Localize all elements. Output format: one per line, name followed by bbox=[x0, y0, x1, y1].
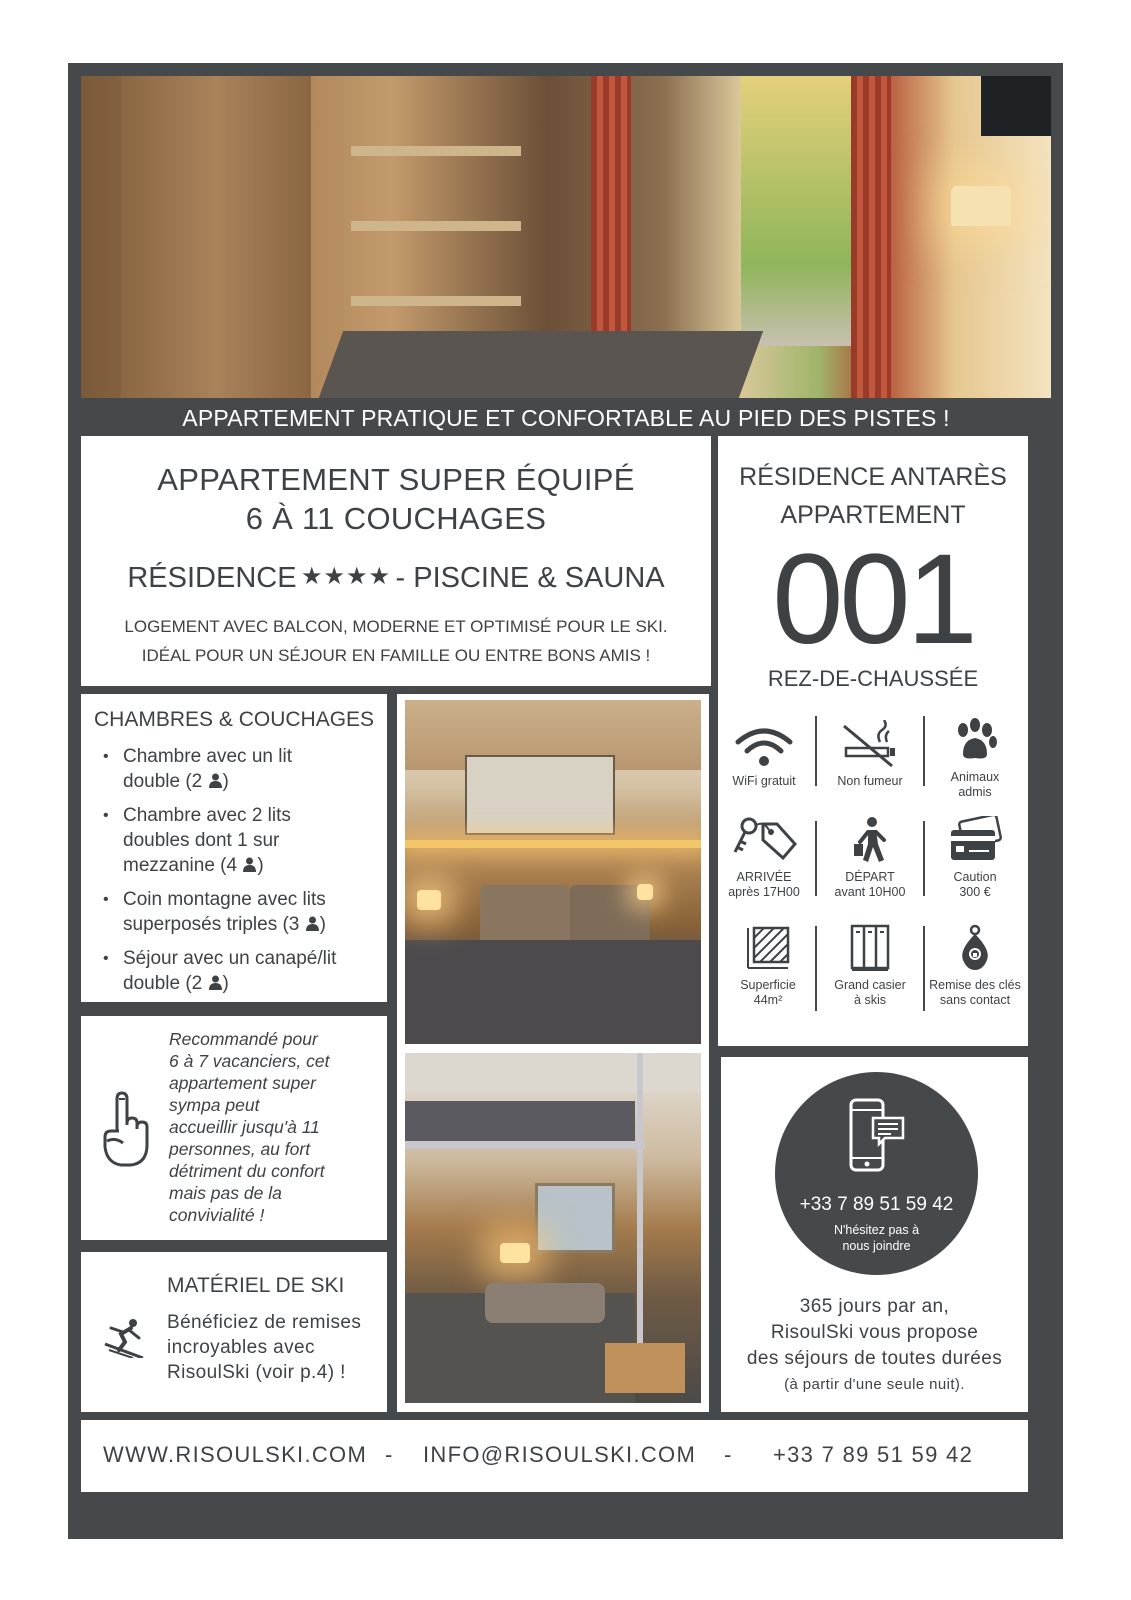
footer-separator: - bbox=[724, 1442, 733, 1467]
residence-name: RÉSIDENCE ANTARÈS bbox=[739, 463, 1007, 491]
keys-icon bbox=[729, 816, 799, 864]
amenity-departure bbox=[818, 816, 922, 900]
amenity-pets-label-2: admis bbox=[958, 785, 992, 799]
apartment-panel bbox=[718, 436, 1028, 1046]
amenity-non-smoking bbox=[818, 720, 922, 789]
list-item: • Séjour avec un canapé/lit double (2 ) bbox=[93, 946, 383, 996]
amenity-deposit-label-1: Caution bbox=[953, 870, 997, 884]
recommendation-panel bbox=[81, 1016, 387, 1240]
walking-person-icon bbox=[846, 816, 894, 864]
residence-label: RÉSIDENCE bbox=[127, 562, 297, 594]
wifi-icon bbox=[734, 726, 794, 768]
contact-note: N'hésitez pas à nous joindre bbox=[833, 1223, 920, 1253]
amenity-departure-label-2: avant 10H00 bbox=[834, 885, 906, 899]
amenity-deposit bbox=[923, 816, 1027, 900]
amenity-ski-locker-label-1: Grand casier bbox=[834, 978, 906, 992]
ski-title: MATÉRIEL DE SKI bbox=[167, 1274, 345, 1297]
ski-equipment-panel bbox=[81, 1252, 387, 1412]
bedroom-photo bbox=[405, 700, 701, 1044]
bedrooms-panel bbox=[81, 694, 387, 1002]
residence-extras: - PISCINE & SAUNA bbox=[395, 562, 665, 594]
amenity-ski-locker bbox=[818, 924, 922, 1008]
amenity-contactless-keys-label-2: sans contact bbox=[939, 993, 1011, 1007]
amenity-arrival-label-1: ARRIVÉE bbox=[736, 870, 792, 884]
bedrooms-title: CHAMBRES & COUCHAGES bbox=[94, 708, 375, 731]
amenity-wifi bbox=[712, 726, 816, 789]
description-line-1: LOGEMENT AVEC BALCON, MODERNE ET OPTIMISÉ POUR LE SKI. bbox=[124, 617, 668, 636]
no-smoking-icon bbox=[840, 720, 900, 768]
footer-website-link[interactable]: WWW.RISOULSKI.COM bbox=[103, 1442, 368, 1467]
description-line-2: IDÉAL POUR UN SÉJOUR EN FAMILLE OU ENTRE BONS AMIS ! bbox=[141, 646, 651, 665]
amenity-ski-locker-label-2: à skis bbox=[854, 993, 886, 1007]
list-item: • Chambre avec 2 lits doubles dont 1 sur mezzanine (4 ) bbox=[93, 803, 383, 878]
ski-text: Bénéficiez de remises incroyables avec RisoulSki (voir p.4) ! bbox=[167, 1312, 362, 1383]
recommendation-text: Recommandé pour 6 à 7 vacanciers, cet appartement super sympa peut accueillir jusqu'à 11 personnes, au fort détriment du confort mais pas de la convivialité ! bbox=[169, 1029, 330, 1225]
locker-icon bbox=[848, 924, 892, 972]
amenity-arrival bbox=[712, 816, 816, 900]
promo-text: 365 jours par an, RisoulSki vous propose des séjours de toutes durées (à partir d'une seule nuit). bbox=[746, 1296, 1003, 1393]
list-item: • Coin montagne avec lits superposés triples (3 ) bbox=[93, 887, 383, 937]
person-icon bbox=[305, 916, 320, 931]
footer-bar bbox=[81, 1420, 1028, 1492]
key-fob-icon bbox=[955, 924, 995, 972]
amenity-arrival-label-2: après 17H00 bbox=[728, 885, 800, 899]
residence-line bbox=[81, 562, 711, 595]
footer-phone-link[interactable]: +33 7 89 51 59 42 bbox=[773, 1442, 974, 1467]
smartphone-chat-icon bbox=[849, 1098, 905, 1174]
star-rating: ★★★★ bbox=[301, 563, 392, 590]
hero-photo-living-room bbox=[81, 76, 1051, 398]
amenity-wifi-label: WiFi gratuit bbox=[732, 774, 796, 788]
footer-separator: - bbox=[385, 1442, 394, 1467]
person-icon bbox=[208, 975, 223, 990]
raised-finger-hand-icon bbox=[101, 1091, 149, 1169]
bedrooms-list bbox=[93, 744, 383, 1005]
area-icon bbox=[744, 924, 792, 972]
credit-card-icon bbox=[947, 816, 1003, 864]
amenity-pets-label-1: Animaux bbox=[950, 770, 1000, 784]
paw-icon bbox=[951, 716, 999, 764]
amenity-contactless-keys-label-1: Remise des clés bbox=[929, 978, 1021, 992]
contact-circle bbox=[775, 1072, 978, 1275]
amenity-deposit-label-2: 300 € bbox=[959, 885, 991, 899]
apartment-floor: REZ-DE-CHAUSSÉE bbox=[767, 666, 979, 691]
headline-panel bbox=[81, 436, 711, 686]
bunk-bed-photo bbox=[405, 1053, 701, 1403]
amenity-area-label-1: Superficie bbox=[740, 978, 796, 992]
list-item: • Chambre avec un lit double (2 ) bbox=[93, 744, 383, 794]
amenity-non-smoking-label: Non fumeur bbox=[837, 774, 903, 788]
contact-phone[interactable]: +33 7 89 51 59 42 bbox=[799, 1194, 954, 1215]
apartment-label: APPARTEMENT bbox=[780, 501, 966, 529]
headline-line-2: 6 À 11 COUCHAGES bbox=[245, 501, 547, 536]
banner-tagline: APPARTEMENT PRATIQUE ET CONFORTABLE AU PIED DES PISTES ! bbox=[182, 405, 950, 431]
person-icon bbox=[208, 773, 223, 788]
apartment-number: 001 bbox=[772, 528, 974, 671]
person-icon bbox=[242, 857, 257, 872]
headline-line-1: APPARTEMENT SUPER ÉQUIPÉ bbox=[157, 462, 635, 497]
amenity-departure-label-1: DÉPART bbox=[845, 870, 895, 884]
amenity-pets bbox=[923, 716, 1027, 800]
amenity-area bbox=[716, 924, 820, 1008]
footer-email-link[interactable]: INFO@RISOULSKI.COM bbox=[423, 1442, 697, 1467]
amenity-area-label-2: 44m² bbox=[753, 993, 783, 1007]
amenity-contactless-keys bbox=[923, 924, 1027, 1008]
skier-icon bbox=[103, 1318, 147, 1358]
